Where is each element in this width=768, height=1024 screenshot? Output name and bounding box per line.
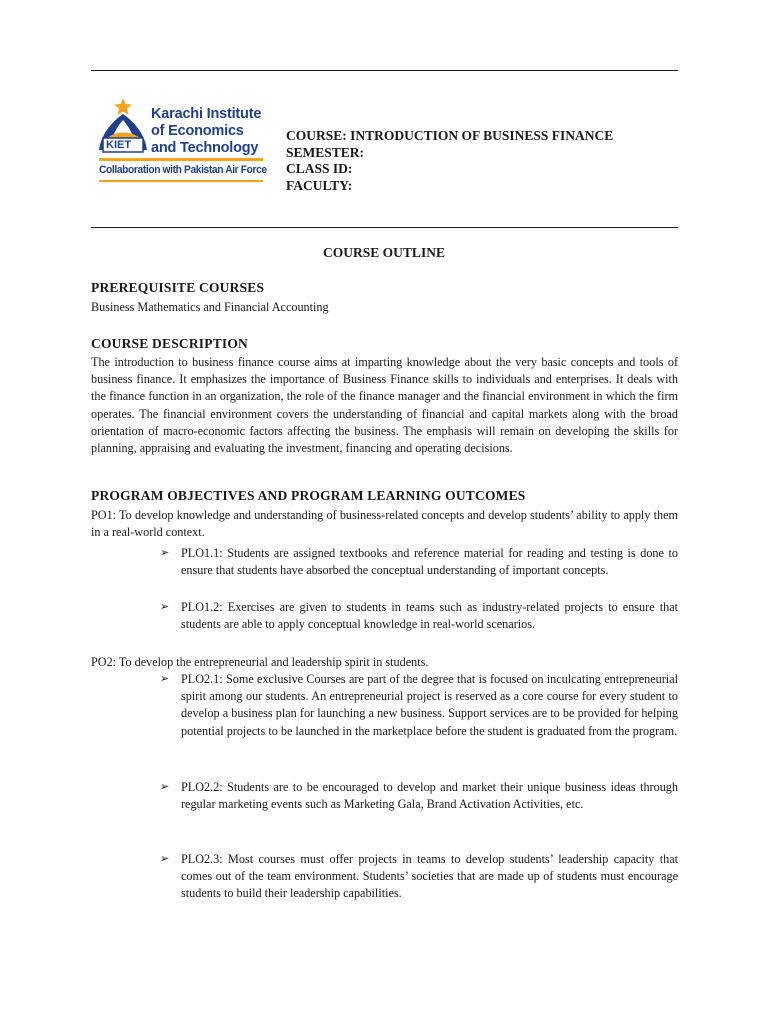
- institute-line-2: of Economics: [151, 123, 244, 139]
- plo2-3-text: PLO2.3: Most courses must offer projects in teams to develop students’ leadership capacity that comes out of the team environment. Students’ societies that are made up of students must encourage students to build their leadership capabilities.: [181, 852, 678, 901]
- logo-tagline: Collaboration with Pakistan Air Force: [99, 164, 267, 176]
- plo1-2-item: [160, 599, 678, 633]
- course-header: [286, 128, 613, 194]
- logo-badge: KIET: [106, 139, 132, 151]
- plo2-2-item: [160, 779, 678, 813]
- logo-underline: [99, 180, 263, 182]
- po1-text: PO1: To develop knowledge and understanding of business-related concepts and develop students’ ability to apply them in a real-world context.: [91, 508, 678, 540]
- plo1-1-text: PLO1.1: Students are assigned textbooks and reference material for reading and testing is done to ensure that students have absorbed the conceptual understanding of important concepts.: [181, 546, 678, 578]
- prerequisites-text: Business Mathematics and Financial Accounting: [91, 300, 329, 314]
- prerequisites-heading: PREREQUISITE COURSES: [91, 280, 265, 295]
- plo2-1-item: [160, 671, 678, 740]
- plo2-2-text: PLO2.2: Students are to be encouraged to develop and market their unique business ideas through regular marketing events such as Marketing Gala, Brand Activation Activities, etc.: [181, 780, 678, 812]
- top-rule: [91, 70, 678, 71]
- description-text: The introduction to business finance course aims at imparting knowledge about the very basic concepts and tools of business finance. It emphasizes the importance of Business Finance skills to individuals and enterprises. It deals with the finance function in an organization, the role of the finance manager and the financial environment in which the firm operates. The financial environment covers the understanding of financial and capital markets along with the broad orientation of macro-economic factors affecting the business. The emphasis will remain on developing the skills for planning, appraising and evaluating the investment, financing and operating decisions.: [91, 355, 678, 456]
- header-rule: [91, 227, 678, 228]
- semester-field: SEMESTER:: [286, 144, 365, 160]
- arrow-bullet-icon: ➢: [160, 601, 170, 613]
- kiet-logo: [97, 96, 265, 186]
- course-field: COURSE: INTRODUCTION OF BUSINESS FINANCE: [286, 128, 614, 143]
- po2-text: PO2: To develop the entrepreneurial and leadership spirit in students.: [91, 655, 429, 669]
- plo2-3-item: [160, 851, 678, 903]
- institute-name: [151, 106, 261, 157]
- institute-line-3: and Technology: [151, 140, 259, 156]
- faculty-field: FACULTY:: [286, 177, 353, 193]
- plo2-1-text: PLO2.1: Some exclusive Courses are part of the degree that is focused on inculcating entrepreneurial spirit among our students. An entrepreneurial project is reserved as a core course for every student to develop a business plan for launching a new business. Support services are to be provided for helping potential projects to be launched in the marketplace before the student is graduated from the program.: [181, 672, 678, 738]
- objectives-heading: PROGRAM OBJECTIVES AND PROGRAM LEARNING OUTCOMES: [91, 488, 526, 503]
- description-heading: COURSE DESCRIPTION: [91, 336, 249, 351]
- plo1-2-text: PLO1.2: Exercises are given to students in teams such as industry-related projects to ensure that students are able to apply conceptual knowledge in real-world scenarios.: [181, 600, 678, 632]
- arrow-bullet-icon: ➢: [160, 853, 170, 865]
- arrow-bullet-icon: ➢: [160, 673, 170, 685]
- logo-divider: [99, 158, 263, 161]
- plo1-1-item: [160, 545, 678, 579]
- institute-line-1: Karachi Institute: [151, 106, 262, 122]
- page-title: COURSE OUTLINE: [323, 245, 445, 260]
- class-id-field: CLASS ID:: [286, 161, 353, 176]
- arrow-bullet-icon: ➢: [160, 781, 170, 793]
- arrow-bullet-icon: ➢: [160, 547, 170, 559]
